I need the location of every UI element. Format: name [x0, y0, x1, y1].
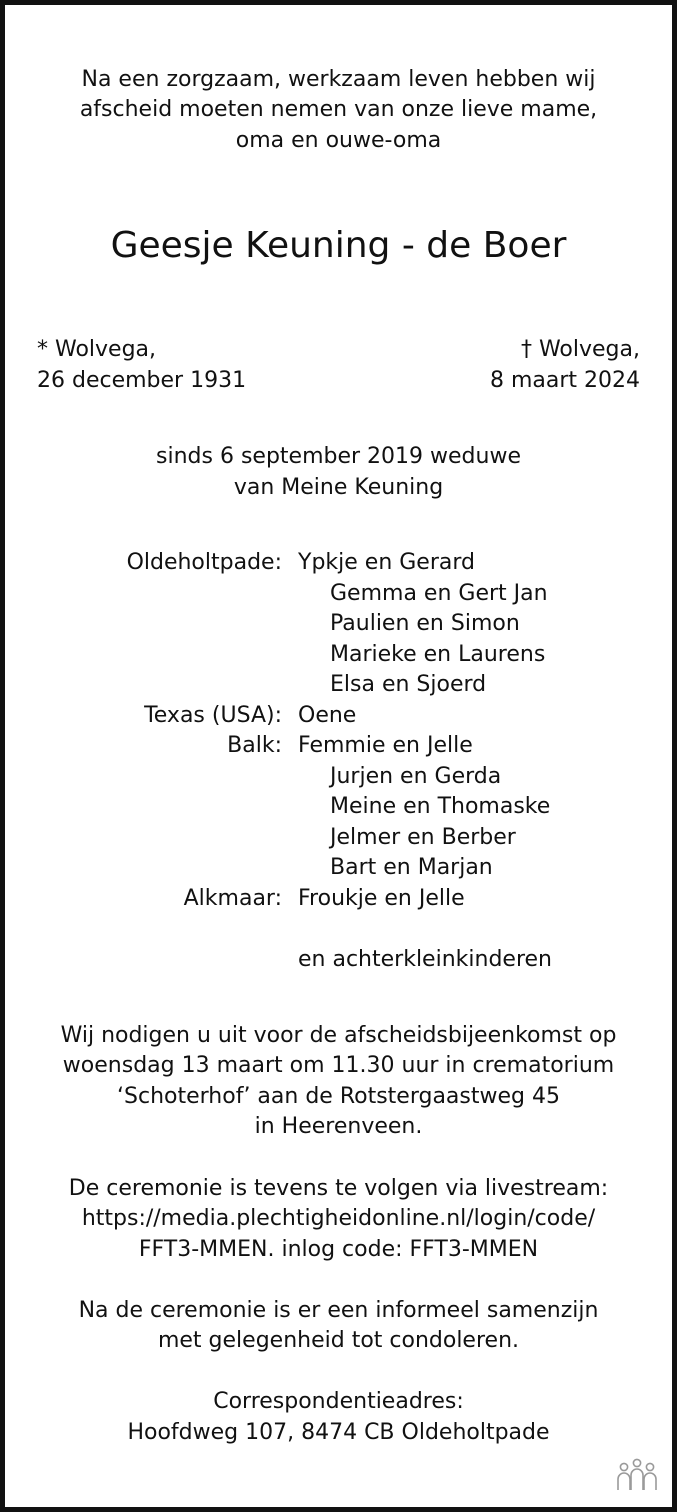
birth-place: * Wolvega, [37, 337, 157, 362]
family-place-alkmaar: Alkmaar: [183, 886, 282, 911]
death-date: 8 maart 2024 [489, 368, 640, 393]
condolence-line-2: met gelegenheid tot condoleren. [157, 1328, 520, 1353]
widow-line-2: van Meine Keuning [233, 475, 444, 500]
invitation-line-4: in Heerenveen. [254, 1114, 423, 1139]
family-child: Bart en Marjan [330, 855, 493, 880]
intro-line-2: afscheid moeten nemen van onze lieve mame, [79, 97, 598, 122]
family-child: Elsa en Sjoerd [330, 672, 487, 697]
invitation-line-3: ‘Schoterhof’ aan de Rotstergaastweg 45 [117, 1084, 560, 1109]
family-child: Jelmer en Berber [330, 825, 516, 850]
family-name-oldeholtpade: Ypkje en Gerard [298, 550, 475, 575]
condolence-line-1: Na de ceremonie is er een informeel samenzijn [78, 1298, 599, 1323]
family-child: Marieke en Laurens [330, 642, 546, 667]
livestream-line-1: De ceremonie is tevens te volgen via livestream: [68, 1176, 609, 1201]
family-place-oldeholtpade: Oldeholtpade: [126, 550, 282, 575]
correspondence-label: Correspondentieadres: [213, 1389, 464, 1414]
family-child: Paulien en Simon [330, 611, 520, 636]
family-name-balk: Femmie en Jelle [298, 733, 473, 758]
deceased-name: Geesje Keuning - de Boer [110, 225, 567, 266]
family-name-texas: Oene [298, 703, 357, 728]
invitation-line-2: woensdag 13 maart om 11.30 uur in crematorium [62, 1053, 615, 1078]
family-child: Meine en Thomaske [330, 794, 551, 819]
livestream-url[interactable]: https://media.plechtigheidonline.nl/login/code/ [81, 1206, 596, 1231]
widow-line-1: sinds 6 september 2019 weduwe [156, 444, 521, 469]
family-child: Gemma en Gert Jan [330, 581, 548, 606]
intro-line-3: oma en ouwe-oma [235, 128, 442, 153]
family-place-texas: Texas (USA): [144, 703, 282, 728]
invitation-line-1: Wij nodigen u uit voor de afscheidsbijeenkomst op [60, 1023, 617, 1048]
correspondence-address: Hoofdweg 107, 8474 CB Oldeholtpade [127, 1420, 550, 1445]
family-place-balk: Balk: [227, 733, 282, 758]
intro-line-1: Na een zorgzaam, werkzaam leven hebben wij [81, 67, 596, 92]
family-name-alkmaar: Froukje en Jelle [298, 886, 465, 911]
family-child: Jurjen en Gerda [330, 764, 502, 789]
birth-date: 26 december 1931 [37, 368, 247, 393]
death-place: † Wolvega, [520, 337, 640, 362]
livestream-code: FFT3-MMEN. inlog code: FFT3-MMEN [138, 1237, 539, 1262]
people-group-icon [616, 1457, 658, 1493]
great-grandchildren: en achterkleinkinderen [298, 947, 552, 972]
